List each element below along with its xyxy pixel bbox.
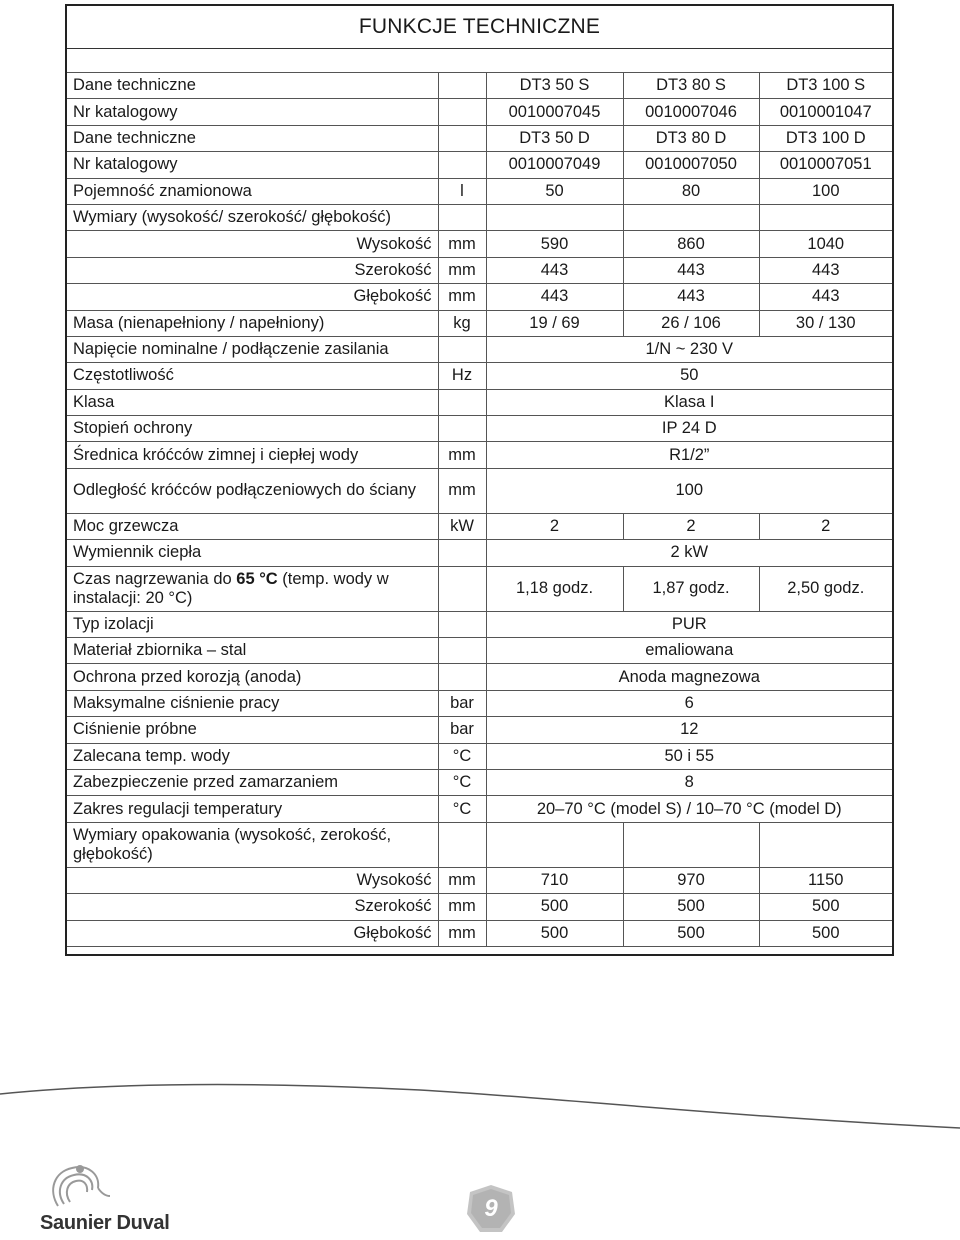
row-value: 0010007045 — [486, 99, 623, 125]
row-value: 443 — [623, 284, 759, 310]
row-value-all: 1/N ~ 230 V — [486, 336, 892, 362]
row-label: Szerokość — [67, 257, 438, 283]
row-value — [623, 204, 759, 230]
table-row — [67, 125, 892, 151]
table-row — [67, 540, 892, 566]
row-value: DT3 50 D — [486, 125, 623, 151]
row-value: 443 — [759, 284, 892, 310]
table-row — [67, 152, 892, 178]
row-value-all: IP 24 D — [486, 416, 892, 442]
row-value-all: R1/2” — [486, 442, 892, 468]
table-row — [67, 442, 892, 468]
row-unit: mm — [438, 284, 486, 310]
row-label: Nr katalogowy — [67, 152, 438, 178]
row-label: Wymiary opakowania (wysokość, zerokość, głębokość) — [67, 822, 438, 867]
row-label: Wymiary (wysokość/ szerokość/ głębokość) — [67, 204, 438, 230]
table-row — [67, 769, 892, 795]
table-row — [67, 468, 892, 513]
row-value: 2 — [623, 513, 759, 539]
row-value: 443 — [759, 257, 892, 283]
row-unit: Hz — [438, 363, 486, 389]
row-label: Dane techniczne — [67, 73, 438, 99]
row-label: Zabezpieczenie przed zamarzaniem — [67, 769, 438, 795]
row-label: Szerokość — [67, 894, 438, 920]
table-row — [67, 611, 892, 637]
row-label: Głębokość — [67, 284, 438, 310]
row-label: Pojemność znamionowa — [67, 178, 438, 204]
row-unit — [438, 125, 486, 151]
row-value-all: 20–70 °C (model S) / 10–70 °C (model D) — [486, 796, 892, 822]
row-label: Stopień ochrony — [67, 416, 438, 442]
row-value: 30 / 130 — [759, 310, 892, 336]
row-unit — [438, 152, 486, 178]
row-value: 0010001047 — [759, 99, 892, 125]
row-label: Wysokość — [67, 231, 438, 257]
row-unit: kW — [438, 513, 486, 539]
row-value: 500 — [623, 894, 759, 920]
row-value-all: emaliowana — [486, 638, 892, 664]
row-value-all: 6 — [486, 690, 892, 716]
row-unit: mm — [438, 257, 486, 283]
table-row — [67, 336, 892, 362]
row-value: 500 — [486, 920, 623, 946]
row-label: Dane techniczne — [67, 125, 438, 151]
row-unit — [438, 566, 486, 611]
row-label: Moc grzewcza — [67, 513, 438, 539]
row-unit — [438, 389, 486, 415]
row-unit: kg — [438, 310, 486, 336]
row-unit — [438, 336, 486, 362]
table-row — [67, 513, 892, 539]
row-value: 443 — [486, 257, 623, 283]
row-unit: °C — [438, 796, 486, 822]
row-value-all: 2 kW — [486, 540, 892, 566]
row-value: 500 — [623, 920, 759, 946]
table-row — [67, 867, 892, 893]
row-value: 2 — [759, 513, 892, 539]
page-title: FUNKCJE TECHNICZNE — [67, 6, 892, 49]
row-unit — [438, 540, 486, 566]
table-row — [67, 204, 892, 230]
row-label: Głębokość — [67, 920, 438, 946]
table-row — [67, 566, 892, 611]
row-label: Odległość króćców podłączeniowych do ściany — [67, 468, 438, 513]
row-unit: bar — [438, 690, 486, 716]
row-value: 860 — [623, 231, 759, 257]
table-row — [67, 284, 892, 310]
table-row — [67, 178, 892, 204]
row-value: 500 — [486, 894, 623, 920]
table-row — [67, 717, 892, 743]
table-row — [67, 664, 892, 690]
row-value-all: 12 — [486, 717, 892, 743]
brand-name: Saunier Duval — [40, 1212, 170, 1234]
row-unit — [438, 99, 486, 125]
row-value-all: Klasa I — [486, 389, 892, 415]
row-label: Wymiennik ciepła — [67, 540, 438, 566]
row-value: DT3 100 D — [759, 125, 892, 151]
row-label: Napięcie nominalne / podłączenie zasilania — [67, 336, 438, 362]
row-value: 80 — [623, 178, 759, 204]
table-row — [67, 743, 892, 769]
row-unit — [438, 204, 486, 230]
row-value: 26 / 106 — [623, 310, 759, 336]
row-value: 100 — [759, 178, 892, 204]
row-value — [486, 204, 623, 230]
row-value: 1150 — [759, 867, 892, 893]
row-value-all: 50 i 55 — [486, 743, 892, 769]
page-number: 9 — [484, 1195, 498, 1222]
row-value — [759, 204, 892, 230]
spec-table — [67, 72, 892, 947]
row-value: DT3 80 S — [623, 73, 759, 99]
row-label: Średnica króćców zimnej i ciepłej wody — [67, 442, 438, 468]
table-row — [67, 231, 892, 257]
row-unit — [438, 664, 486, 690]
row-value: 0010007049 — [486, 152, 623, 178]
row-label: Maksymalne ciśnienie pracy — [67, 690, 438, 716]
row-value: 443 — [623, 257, 759, 283]
row-unit — [438, 73, 486, 99]
row-label: Ochrona przed korozją (anoda) — [67, 664, 438, 690]
table-row — [67, 638, 892, 664]
row-value: 50 — [486, 178, 623, 204]
bold-temperature: 65 °C — [236, 569, 278, 588]
row-value: 970 — [623, 867, 759, 893]
table-row — [67, 690, 892, 716]
row-value: 0010007050 — [623, 152, 759, 178]
row-value: 19 / 69 — [486, 310, 623, 336]
row-value: 710 — [486, 867, 623, 893]
row-value-all: 8 — [486, 769, 892, 795]
table-row — [67, 99, 892, 125]
row-unit: °C — [438, 743, 486, 769]
table-row — [67, 257, 892, 283]
row-value: 0010007051 — [759, 152, 892, 178]
row-unit: mm — [438, 894, 486, 920]
table-row — [67, 73, 892, 99]
row-value: 1,87 godz. — [623, 566, 759, 611]
row-unit: mm — [438, 231, 486, 257]
row-value: 500 — [759, 894, 892, 920]
footer-curve — [0, 1080, 960, 1140]
row-value: 443 — [486, 284, 623, 310]
row-value-all: 50 — [486, 363, 892, 389]
brand-logo-icon — [40, 1160, 130, 1212]
table-row — [67, 416, 892, 442]
row-unit: °C — [438, 769, 486, 795]
row-value-all: Anoda magnezowa — [486, 664, 892, 690]
row-label: Materiał zbiornika – stal — [67, 638, 438, 664]
row-label: Czas nagrzewania do 65 °C (temp. wody w instalacji: 20 °C) — [67, 566, 438, 611]
row-value: 1040 — [759, 231, 892, 257]
table-row — [67, 363, 892, 389]
row-value: DT3 100 S — [759, 73, 892, 99]
row-unit: mm — [438, 468, 486, 513]
row-unit — [438, 822, 486, 867]
row-value: 590 — [486, 231, 623, 257]
row-unit: mm — [438, 920, 486, 946]
row-value: 1,18 godz. — [486, 566, 623, 611]
row-value — [486, 822, 623, 867]
row-unit: bar — [438, 717, 486, 743]
row-label: Typ izolacji — [67, 611, 438, 637]
row-value: DT3 50 S — [486, 73, 623, 99]
row-label: Ciśnienie próbne — [67, 717, 438, 743]
row-unit — [438, 416, 486, 442]
row-value — [759, 822, 892, 867]
row-label: Klasa — [67, 389, 438, 415]
row-value: 500 — [759, 920, 892, 946]
table-row — [67, 796, 892, 822]
table-row — [67, 310, 892, 336]
row-label: Masa (nienapełniony / napełniony) — [67, 310, 438, 336]
row-label: Wysokość — [67, 867, 438, 893]
row-label: Zakres regulacji temperatury — [67, 796, 438, 822]
row-value — [623, 822, 759, 867]
row-unit: mm — [438, 442, 486, 468]
row-value: 2,50 godz. — [759, 566, 892, 611]
row-label: Zalecana temp. wody — [67, 743, 438, 769]
table-row — [67, 389, 892, 415]
row-label: Częstotliwość — [67, 363, 438, 389]
row-label: Nr katalogowy — [67, 99, 438, 125]
table-row — [67, 920, 892, 946]
row-value: DT3 80 D — [623, 125, 759, 151]
row-unit — [438, 638, 486, 664]
row-value: 0010007046 — [623, 99, 759, 125]
table-row — [67, 822, 892, 867]
table-row — [67, 894, 892, 920]
row-unit: l — [438, 178, 486, 204]
row-value-all: PUR — [486, 611, 892, 637]
spec-frame — [65, 4, 894, 956]
row-value-all: 100 — [486, 468, 892, 513]
row-value: 2 — [486, 513, 623, 539]
row-unit — [438, 611, 486, 637]
row-unit: mm — [438, 867, 486, 893]
